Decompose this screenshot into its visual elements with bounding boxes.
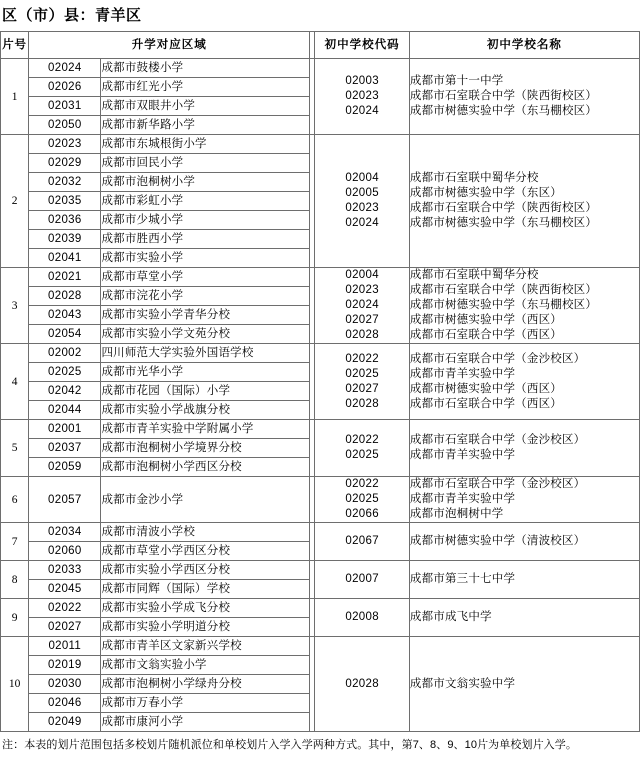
primary-school-code: 02033 [29, 561, 101, 580]
primary-school-code: 02054 [29, 325, 101, 344]
middle-school-name: 成都市第十一中学 [409, 75, 504, 87]
zone-number-cell: 8 [1, 561, 29, 599]
middle-school-name: 成都市树德实验中学（西区） [409, 314, 562, 326]
primary-school-name: 成都市实验小学战旗分校 [101, 401, 310, 420]
primary-school-name: 成都市同辉（国际）学校 [101, 580, 310, 599]
middle-school-name: 成都市泡桐树中学 [409, 508, 504, 520]
primary-school-name: 成都市青羊实验中学附属小学 [101, 420, 310, 439]
zone-number-cell: 5 [1, 420, 29, 477]
table-row [1, 477, 640, 523]
zone-number-cell: 2 [1, 135, 29, 268]
primary-school-code: 02023 [29, 135, 101, 154]
primary-school-code: 02046 [29, 694, 101, 713]
table-row [1, 420, 640, 439]
middle-school-name-cell [409, 561, 639, 599]
primary-school-name: 成都市实验小学成飞分校 [101, 599, 310, 618]
primary-school-name: 成都市实验小学明道分校 [101, 618, 310, 637]
primary-school-code: 02044 [29, 401, 101, 420]
primary-school-name: 成都市泡桐树小学境界分校 [101, 439, 310, 458]
primary-school-name: 成都市草堂小学西区分校 [101, 542, 310, 561]
primary-school-code: 02027 [29, 618, 101, 637]
middle-school-code: 02024 [345, 217, 379, 229]
middle-school-code: 02025 [345, 367, 379, 380]
primary-school-name: 成都市金沙小学 [101, 477, 310, 523]
middle-school-name: 成都市文翁实验中学 [409, 677, 516, 690]
table-row [1, 268, 640, 287]
table-row [1, 561, 640, 580]
middle-school-name-cell [409, 344, 639, 420]
primary-school-code: 02028 [29, 287, 101, 306]
primary-school-name: 成都市泡桐树小学绿舟分校 [101, 675, 310, 694]
primary-school-name: 成都市实验小学 [101, 249, 310, 268]
primary-school-name: 成都市花园（国际）小学 [101, 382, 310, 401]
header-area: 升学对应区域 [29, 32, 310, 59]
primary-school-name: 成都市实验小学文苑分校 [101, 325, 310, 344]
middle-school-name: 成都市青羊实验中学 [409, 449, 516, 461]
primary-school-name: 成都市双眼井小学 [101, 97, 310, 116]
primary-school-name: 成都市新华路小学 [101, 116, 310, 135]
middle-school-name-cell [409, 637, 639, 732]
primary-school-code: 02045 [29, 580, 101, 599]
middle-school-name-cell [409, 135, 639, 268]
zone-number-cell: 1 [1, 59, 29, 135]
table-footnote: 注：本表的划片范围包括多校划片随机派位和单校划片入学入学两种方式。其中，第7、8、9、10片为单校划片入学。 [2, 739, 577, 751]
primary-school-code: 02011 [29, 637, 101, 656]
zone-number-cell: 6 [1, 477, 29, 523]
middle-school-name: 成都市石室联中蜀华分校 [409, 172, 539, 184]
middle-school-name: 成都市成飞中学 [409, 611, 492, 623]
primary-school-name: 成都市实验小学青华分校 [101, 306, 310, 325]
middle-school-name: 成都市青羊实验中学 [409, 493, 516, 505]
header-pian: 片号 [1, 32, 29, 59]
middle-school-name: 成都市石室联合中学（陕西街校区） [409, 202, 598, 214]
table-row [1, 523, 640, 542]
middle-school-code: 02023 [345, 284, 379, 296]
middle-school-code: 02003 [345, 75, 379, 87]
primary-school-name: 成都市草堂小学 [101, 268, 310, 287]
header-middle-name: 初中学校名称 [409, 32, 639, 59]
middle-school-code: 02028 [345, 397, 379, 410]
primary-school-code: 02001 [29, 420, 101, 439]
middle-school-code: 02008 [345, 611, 379, 623]
middle-school-name: 成都市树德实验中学（东区） [409, 187, 562, 199]
middle-school-code: 02024 [345, 299, 379, 311]
primary-school-name: 成都市红光小学 [101, 78, 310, 97]
middle-school-code-cell [315, 344, 409, 420]
middle-school-name: 成都市树德实验中学（清波校区） [409, 535, 586, 547]
middle-school-code: 02025 [345, 449, 379, 461]
middle-school-code-cell [315, 599, 409, 637]
middle-school-name: 成都市石室联中蜀华分校 [409, 269, 539, 281]
middle-school-name: 成都市石室联合中学（金沙校区） [409, 434, 586, 446]
middle-school-name: 成都市树德实验中学（东马棚校区） [409, 217, 598, 229]
zone-number-cell: 9 [1, 599, 29, 637]
primary-school-code: 02050 [29, 116, 101, 135]
middle-school-name: 成都市树德实验中学（东马棚校区） [409, 105, 598, 117]
primary-school-code: 02024 [29, 59, 101, 78]
page-title: 区（市）县：青羊区 [2, 7, 142, 24]
primary-school-code: 02041 [29, 249, 101, 268]
middle-school-code-cell [315, 59, 409, 135]
middle-school-code: 02005 [345, 187, 379, 199]
middle-school-code-cell [315, 561, 409, 599]
primary-school-code: 02036 [29, 211, 101, 230]
primary-school-name: 成都市彩虹小学 [101, 192, 310, 211]
primary-school-code: 02025 [29, 363, 101, 382]
middle-school-code: 02066 [345, 508, 379, 520]
middle-school-code-cell [315, 420, 409, 477]
middle-school-code: 02022 [345, 434, 379, 446]
middle-school-name: 成都市第三十七中学 [409, 573, 516, 585]
table-row [1, 344, 640, 363]
header-middle-code: 初中学校代码 [315, 32, 409, 59]
middle-school-code-cell [315, 637, 409, 732]
middle-school-name: 成都市树德实验中学（东马棚校区） [409, 299, 598, 311]
primary-school-code: 02022 [29, 599, 101, 618]
middle-school-name: 成都市石室联合中学（金沙校区） [409, 352, 586, 365]
middle-school-name-cell [409, 420, 639, 477]
middle-school-code: 02022 [345, 478, 379, 490]
middle-school-name-cell [409, 477, 639, 523]
middle-school-code: 02023 [345, 202, 379, 214]
middle-school-code-cell [315, 135, 409, 268]
middle-school-code: 02023 [345, 90, 379, 102]
middle-school-code-cell [315, 477, 409, 523]
primary-school-code: 02043 [29, 306, 101, 325]
primary-school-code: 02030 [29, 675, 101, 694]
middle-school-name-cell [409, 268, 639, 344]
primary-school-name: 成都市万春小学 [101, 694, 310, 713]
primary-school-code: 02019 [29, 656, 101, 675]
primary-school-code: 02057 [29, 477, 101, 523]
primary-school-code: 02029 [29, 154, 101, 173]
primary-school-name: 成都市泡桐树小学西区分校 [101, 458, 310, 477]
primary-school-code: 02049 [29, 713, 101, 732]
primary-school-name: 成都市回民小学 [101, 154, 310, 173]
middle-school-code-cell [315, 523, 409, 561]
zone-number-cell: 3 [1, 268, 29, 344]
primary-school-code: 02032 [29, 173, 101, 192]
middle-school-code: 02022 [345, 352, 379, 365]
primary-school-code: 02002 [29, 344, 101, 363]
middle-school-name: 成都市石室联合中学（陕西街校区） [409, 284, 598, 296]
zone-number-cell: 7 [1, 523, 29, 561]
middle-school-code: 02027 [345, 382, 379, 395]
primary-school-name: 成都市少城小学 [101, 211, 310, 230]
primary-school-code: 02034 [29, 523, 101, 542]
primary-school-name: 成都市清波小学校 [101, 523, 310, 542]
header-row [1, 32, 640, 59]
primary-school-code: 02042 [29, 382, 101, 401]
table-row [1, 637, 640, 656]
primary-school-name: 成都市鼓楼小学 [101, 59, 310, 78]
middle-school-name: 成都市石室联合中学（西区） [409, 397, 562, 410]
table-body [1, 59, 640, 732]
zone-number-cell: 10 [1, 637, 29, 732]
middle-school-code: 02028 [345, 677, 379, 690]
primary-school-code: 02037 [29, 439, 101, 458]
primary-school-name: 成都市实验小学西区分校 [101, 561, 310, 580]
primary-school-code: 02039 [29, 230, 101, 249]
primary-school-name: 成都市文翁实验小学 [101, 656, 310, 675]
primary-school-code: 02059 [29, 458, 101, 477]
middle-school-name-cell [409, 523, 639, 561]
middle-school-name: 成都市石室联合中学（金沙校区） [409, 478, 586, 490]
table-row [1, 59, 640, 78]
primary-school-name: 成都市泡桐树小学 [101, 173, 310, 192]
middle-school-name-cell [409, 599, 639, 637]
middle-school-code: 02028 [345, 329, 379, 341]
middle-school-name: 成都市青羊实验中学 [409, 367, 516, 380]
primary-school-name: 成都市东城根街小学 [101, 135, 310, 154]
middle-school-name: 成都市石室联合中学（陕西街校区） [409, 90, 598, 102]
middle-school-code: 02024 [345, 105, 379, 117]
middle-school-code-cell [315, 268, 409, 344]
table-row [1, 135, 640, 154]
zone-number-cell: 4 [1, 344, 29, 420]
primary-school-code: 02026 [29, 78, 101, 97]
primary-school-code: 02021 [29, 268, 101, 287]
middle-school-code: 02007 [345, 573, 379, 585]
middle-school-code: 02004 [345, 172, 379, 184]
primary-school-code: 02035 [29, 192, 101, 211]
primary-school-code: 02031 [29, 97, 101, 116]
table-header [1, 32, 640, 59]
middle-school-code: 02025 [345, 493, 379, 505]
middle-school-name: 成都市树德实验中学（西区） [409, 382, 562, 395]
middle-school-code: 02004 [345, 269, 379, 281]
primary-school-name: 成都市康河小学 [101, 713, 310, 732]
middle-school-name: 成都市石室联合中学（西区） [409, 329, 562, 341]
primary-school-name: 成都市青羊区文家新兴学校 [101, 637, 310, 656]
primary-school-name: 成都市光华小学 [101, 363, 310, 382]
primary-school-name: 成都市胜西小学 [101, 230, 310, 249]
primary-school-code: 02060 [29, 542, 101, 561]
middle-school-code: 02067 [345, 535, 379, 547]
middle-school-name-cell [409, 59, 639, 135]
table-row [1, 599, 640, 618]
primary-school-name: 成都市浣花小学 [101, 287, 310, 306]
primary-school-name: 四川师范大学实验外国语学校 [101, 344, 310, 363]
middle-school-code: 02027 [345, 314, 379, 326]
school-zoning-table [0, 31, 640, 732]
